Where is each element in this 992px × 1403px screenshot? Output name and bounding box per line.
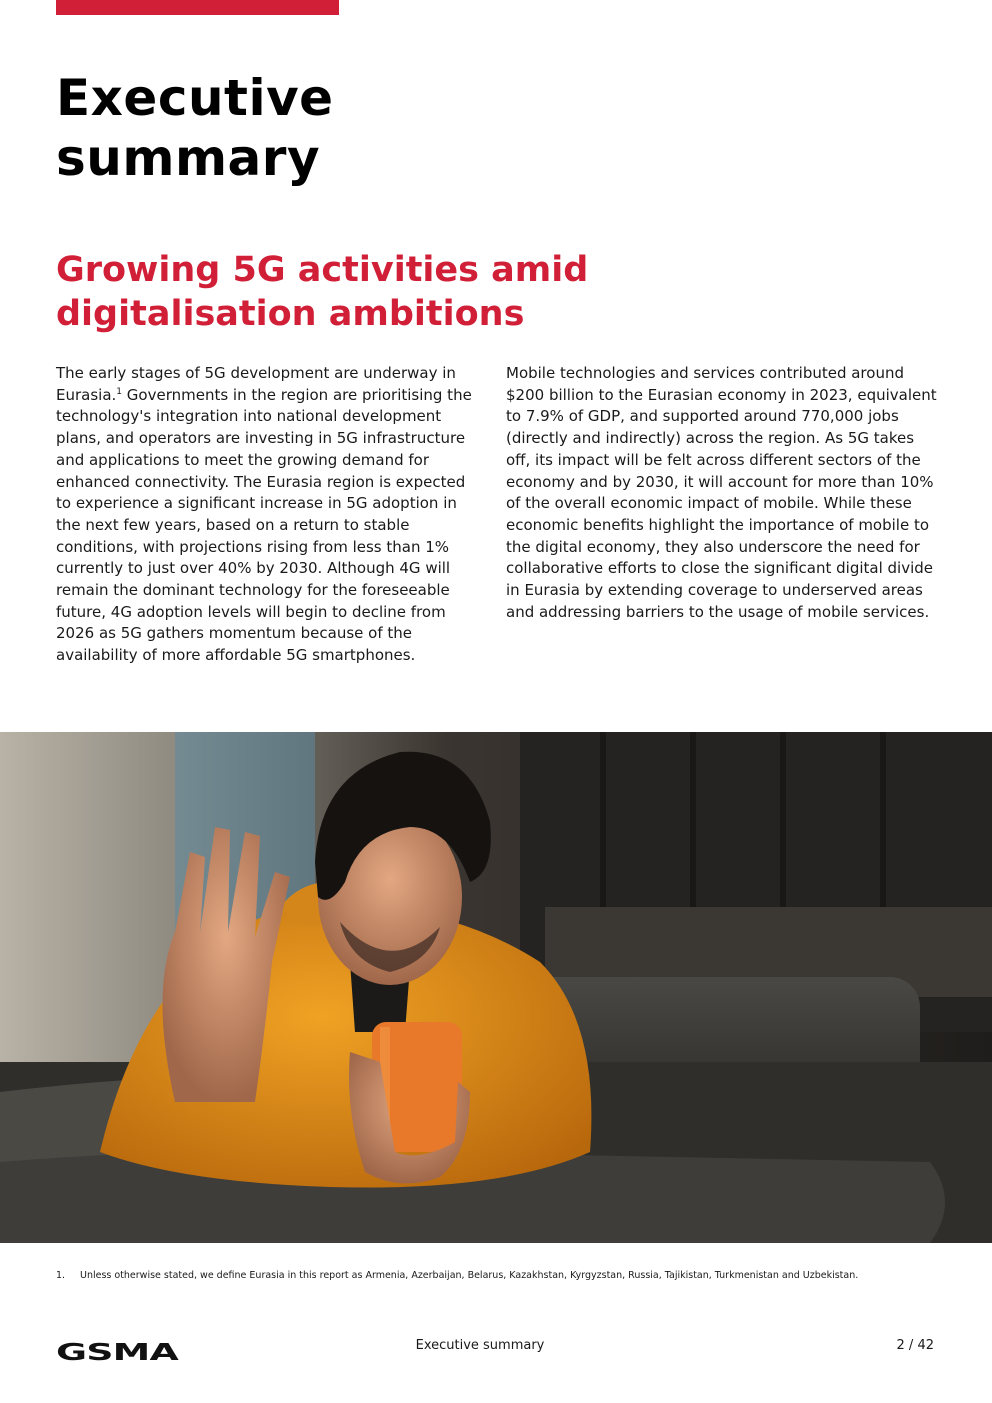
footnote xyxy=(56,1270,946,1281)
footer-section-title: Executive summary xyxy=(415,1338,545,1353)
body-text-left-part-1: The early stages of 5G development are underway in Eurasia. xyxy=(56,364,456,404)
page-title-line-2: summary xyxy=(56,129,321,187)
page-title-line-1: Executive xyxy=(56,69,334,127)
body-text-right-column: Mobile technologies and services contributed around $200 billion to the Eurasian economy in 2023, equivalent to 7.9% of GDP, and supported around 770,000 jobs (directly and indirectly) across the region. As 5G takes off, its impact will be felt across different sectors of the economy and by 2030, it will account for more than 10% of the overall economic impact of mobile. While these economic benefits highlight the importance of mobile to the digital economy, they also underscore the need for collaborative efforts to close the significant digital divide in Eurasia by extending coverage to underserved areas and addressing barriers to the usage of mobile services. xyxy=(506,364,937,621)
body-text-left-column xyxy=(56,363,480,667)
gsma-logo[interactable] xyxy=(56,1340,180,1364)
page-title xyxy=(56,68,334,188)
hero-photo-man-waving-on-video-call xyxy=(0,732,992,1243)
footnote-text: Unless otherwise stated, we define Eurasia in this report as Armenia, Azerbaijan, Belarus, Kazakhstan, Kyrgyzstan, Russia, Tajikistan, Turkmenistan and Uzbekistan. xyxy=(80,1270,859,1281)
section-heading-line-2: digitalisation ambitions xyxy=(56,294,525,334)
footnote-reference[interactable]: 1 xyxy=(116,386,123,397)
section-heading-line-1: Growing 5G activities amid xyxy=(56,250,589,290)
gsma-logo-text: GSMA xyxy=(56,1340,180,1364)
body-text-left-part-2: Governments in the region are prioritising the technology's integration into national development plans, and operators are investing in 5G infrastructure and applications to meet the growing demand for enhanced connectivity. The Eurasia region is expected to experience a significant increase in 5G adoption in the next few years, based on a return to stable conditions, with projections rising from less than 1% currently to just over 40% by 2030. Although 4G will remain the dominant technology for the foreseeable future, 4G adoption levels will begin to decline from 2026 as 5G gathers momentum because of the availability of more affordable 5G smartphones. xyxy=(56,385,472,665)
header-accent-bar xyxy=(56,0,339,15)
section-heading xyxy=(56,248,588,336)
page-number: 2 / 42 xyxy=(896,1338,934,1353)
footnote-number: 1. xyxy=(56,1270,66,1281)
